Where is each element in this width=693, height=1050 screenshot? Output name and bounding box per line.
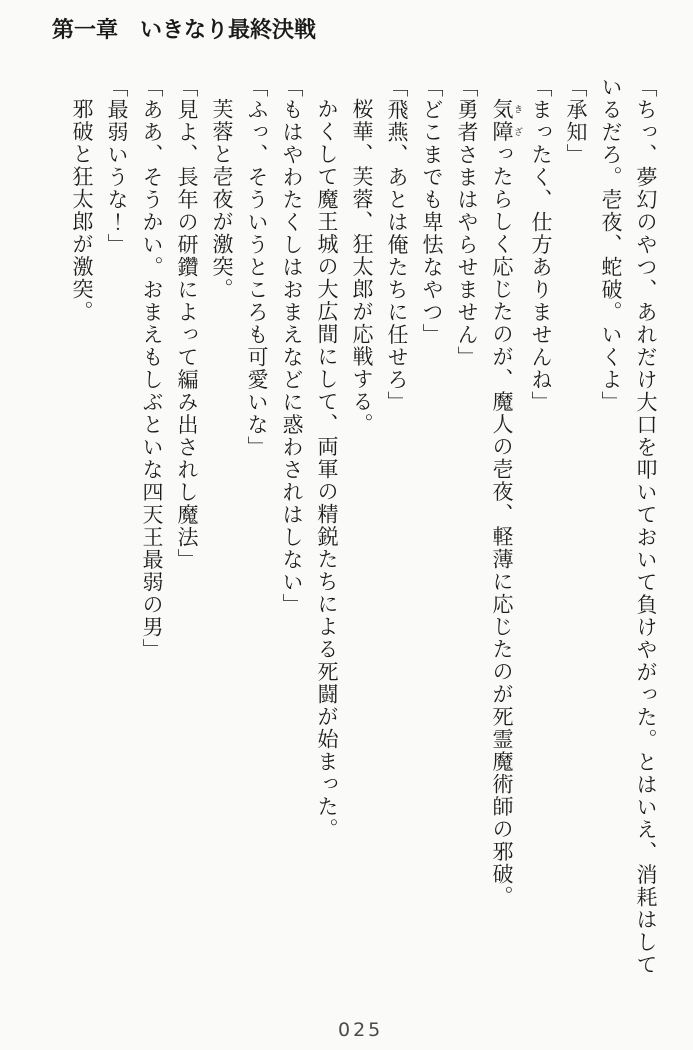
text-line: 「ちっ、夢幻のやつ、あれだけ大口を叩いておいて負けやがった。とはいえ、消耗はして [634, 76, 658, 976]
text-line: 「見よ、長年の研鑽によって編み出されし魔法」 [175, 76, 199, 571]
text-line: 「勇者さまはやらせません」 [455, 76, 479, 369]
text-line: 桜華、芙蓉、狂太郎が応戦する。 [350, 98, 374, 436]
text-line: 「どこまでも卑怯なやつ」 [420, 76, 444, 346]
ruby-text: きざ [513, 98, 523, 143]
text-line: 「もはやわたくしはおまえなどに惑わされはしない」 [280, 76, 304, 616]
text-line: 「飛燕、あとは俺たちに任せろ」 [385, 76, 409, 414]
text-line-rest: ったらしく応じたのが、魔人の壱夜、軽薄に応じたのが死霊魔術師の邪破。 [490, 143, 514, 908]
body-text-block [64, 76, 663, 978]
text-line: いるだろ。壱夜、蛇破。いくよ」 [599, 76, 623, 414]
text-line: 芙蓉と壱夜が激突。 [210, 98, 234, 301]
text-line: 「最弱いうな！」 [105, 76, 129, 256]
chapter-header: 第一章 いきなり最終決戦 [52, 17, 317, 42]
text-line: 「承知」 [564, 76, 588, 166]
text-line: かくして魔王城の大広間にして、両軍の精鋭たちによる死闘が始まった。 [315, 98, 339, 841]
text-line: 「ふっ、そういうところも可愛いな」 [245, 76, 269, 459]
text-line: 「まったく、仕方ありませんね」 [529, 76, 553, 414]
page-number: 025 [338, 1019, 384, 1041]
ruby-base: 気障 [490, 98, 514, 143]
text-line-with-furigana [484, 76, 523, 978]
text-line: 「ああ、そうかい。おまえもしぶといな四天王最弱の男」 [140, 76, 164, 661]
furigana-kiza [490, 98, 523, 143]
text-line: 邪破と狂太郎が激突。 [70, 98, 94, 323]
